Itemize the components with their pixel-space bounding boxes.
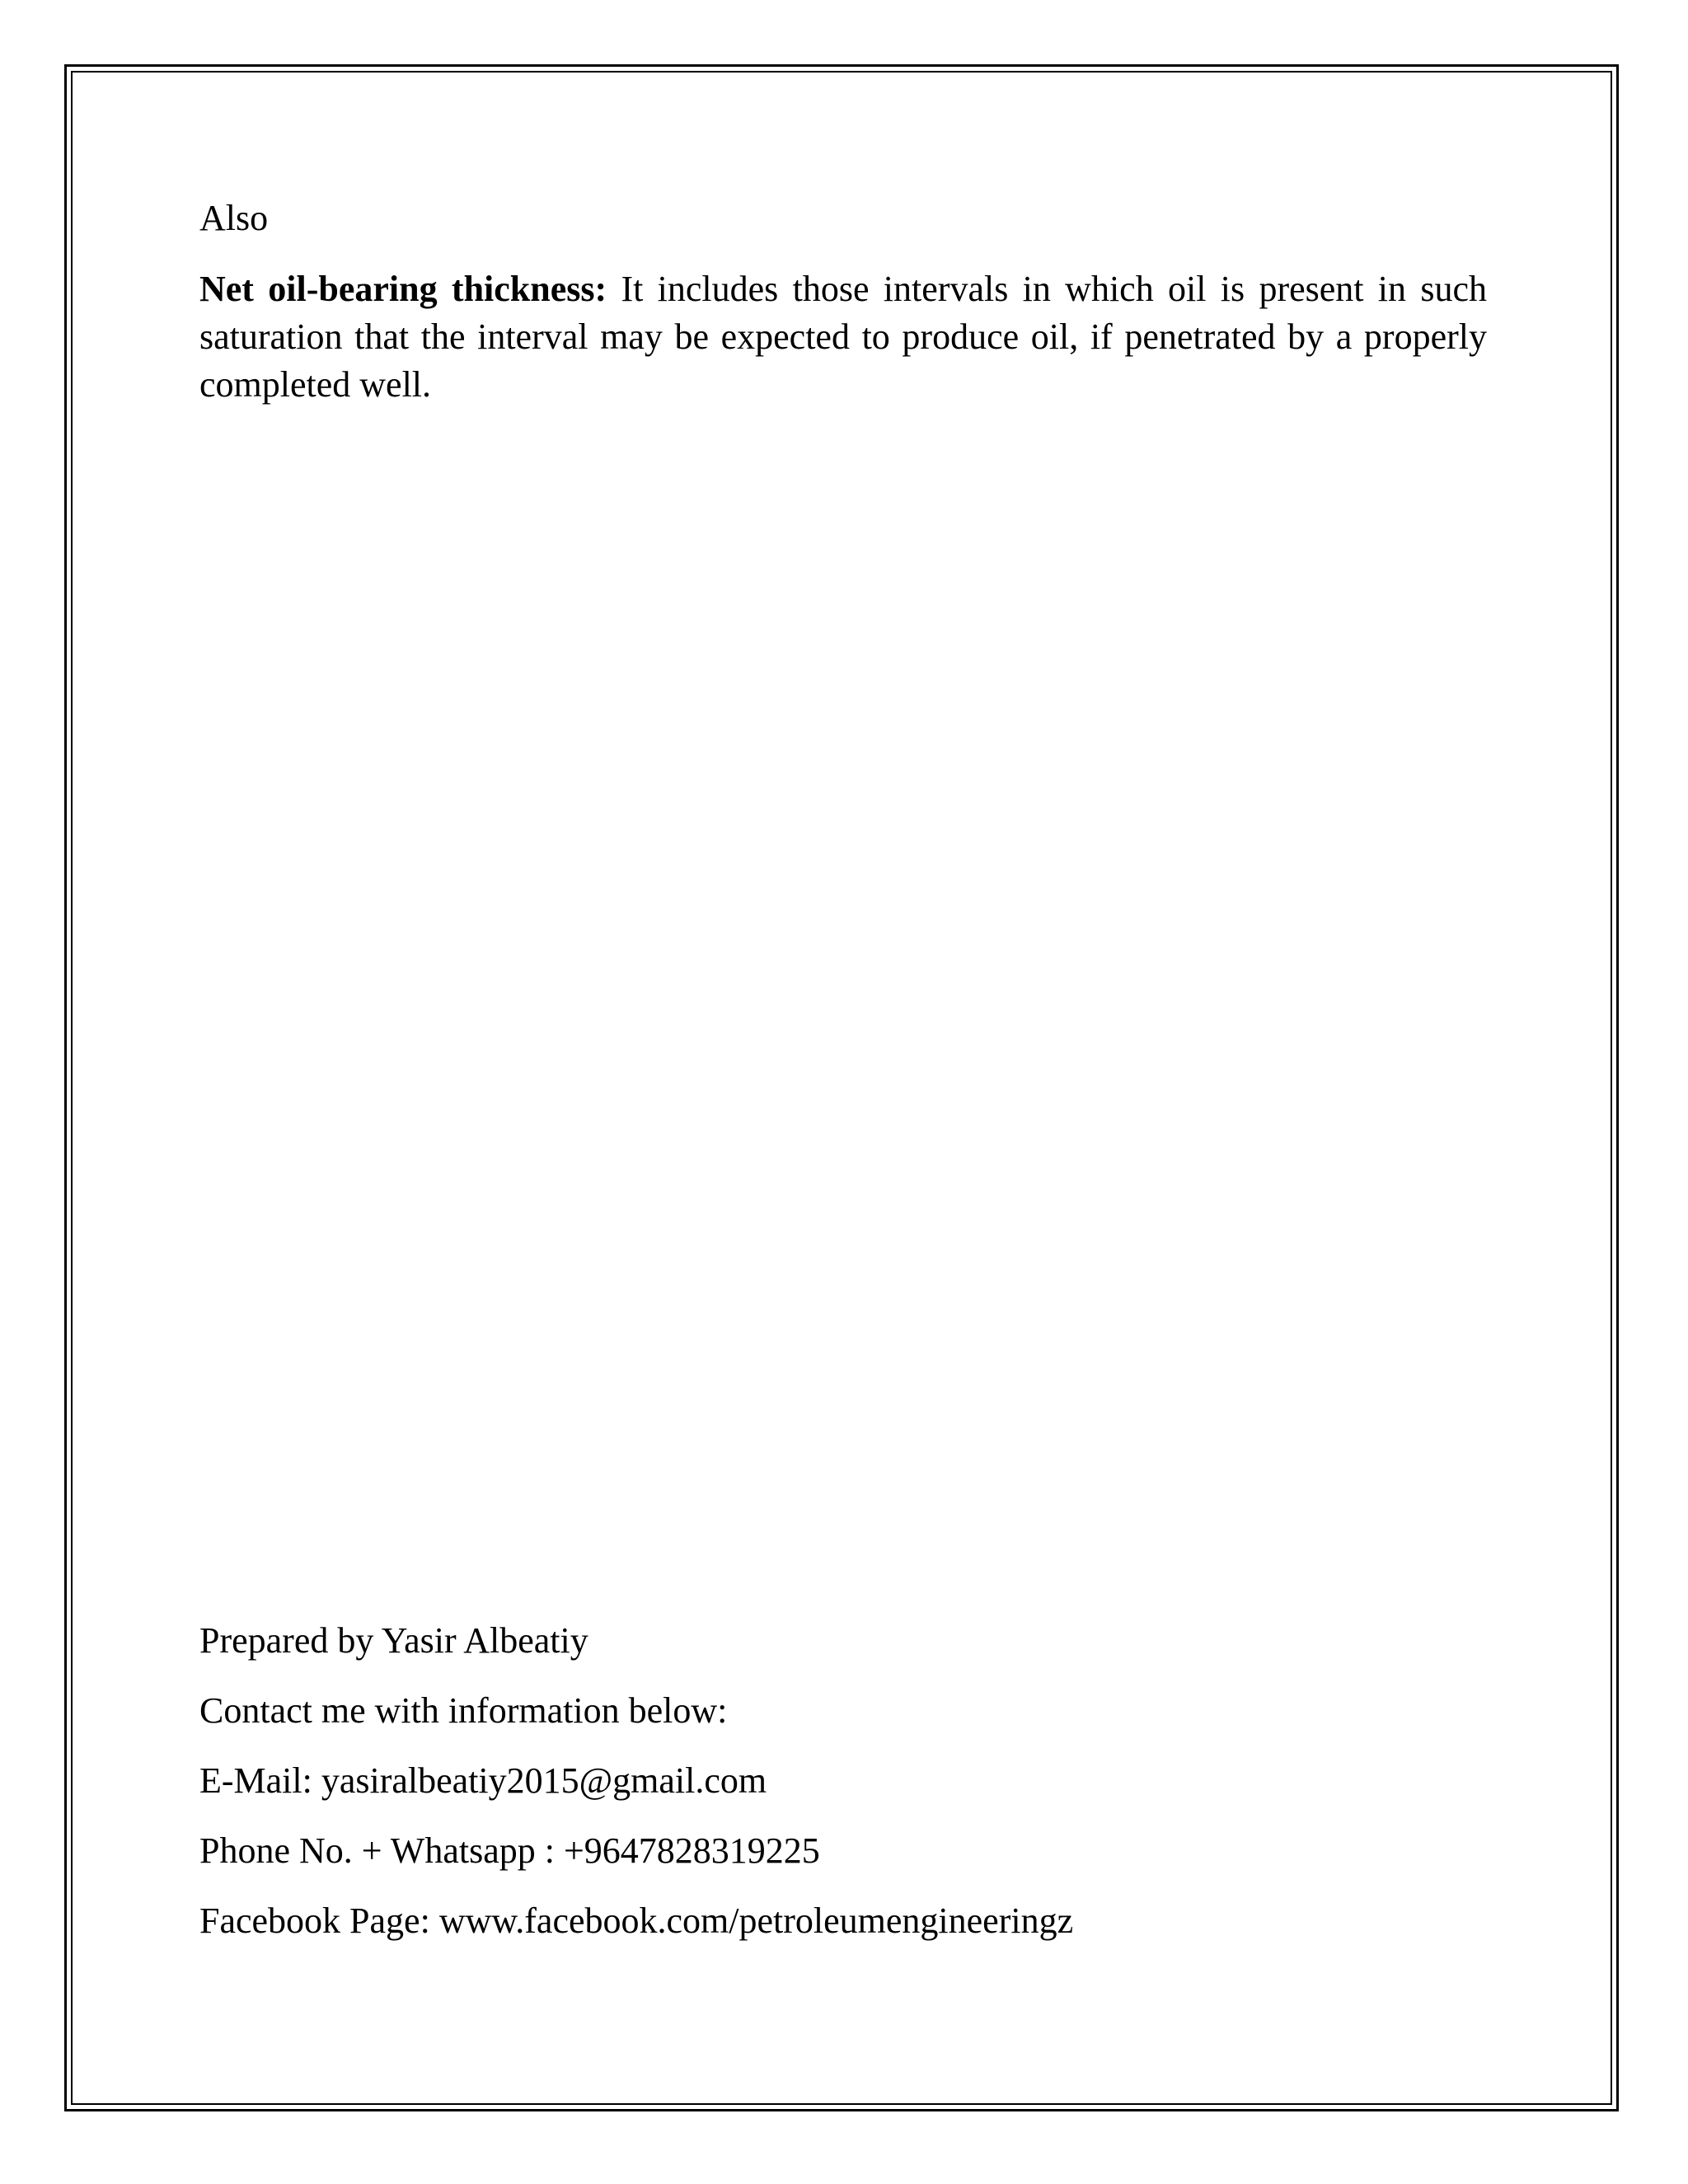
facebook-line: Facebook Page: www.facebook.com/petroleumengineeringz: [199, 1900, 1074, 1941]
intro-word: Also: [199, 198, 269, 238]
email-line: E-Mail: yasiralbeatiy2015@gmail.com: [199, 1760, 767, 1801]
definition-term: Net oil-bearing thickness:: [199, 269, 607, 309]
author-contact-block: [199, 1617, 1073, 1967]
prepared-by: Prepared by Yasir Albeatiy: [199, 1620, 588, 1661]
contact-intro: Contact me with information below:: [199, 1690, 728, 1731]
definition-paragraph: [199, 265, 1487, 409]
definition-text: It includes those intervals in which oil is present in such saturation that the interval may be expected to produce oil, if penetrated by a properly completed well.: [199, 269, 1488, 405]
phone-line: Phone No. + Whatsapp : +9647828319225: [199, 1830, 820, 1871]
